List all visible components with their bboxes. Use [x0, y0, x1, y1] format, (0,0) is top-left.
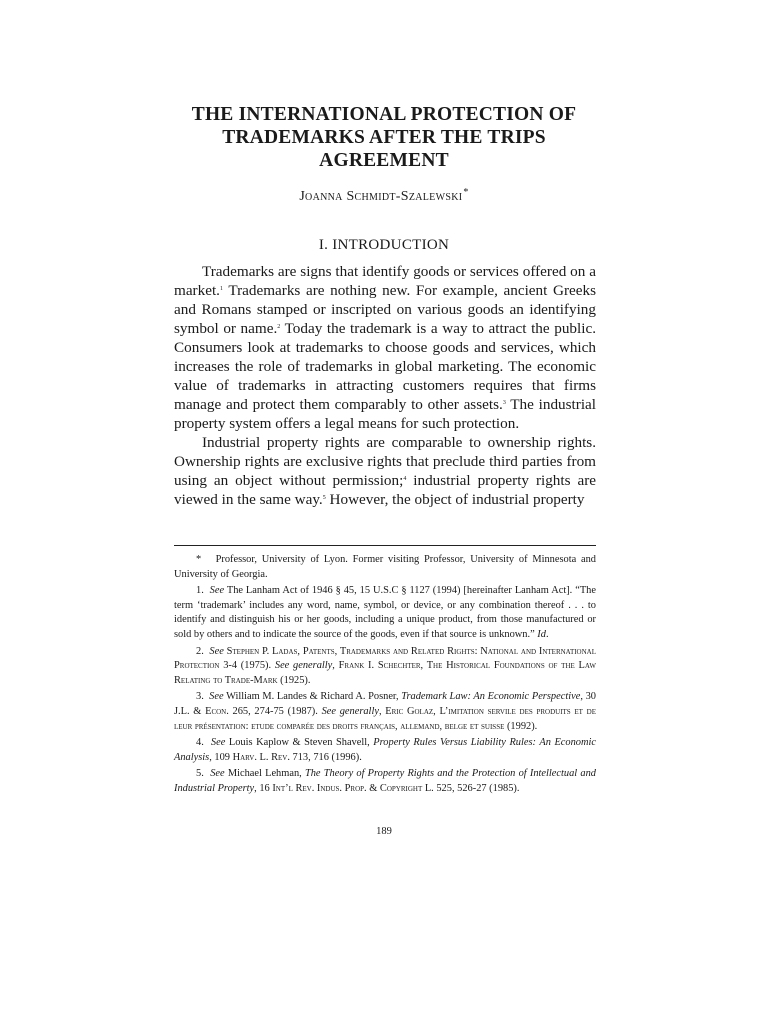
- footnote-ref: 1: [219, 286, 223, 292]
- page-number: 189: [376, 826, 392, 837]
- footnote-ref: 5: [322, 495, 326, 501]
- author-footnote-mark: *: [463, 187, 469, 198]
- footnote-3: 3. See William M. Landes & Richard A. Posner, Trademark Law: An Economic Perspective, 30 J.L. & Econ. 265, 274-75 (1987). See generally, Eric Golaz, L’imitation servile des produits et de leur présentation: etude comparée des droits français, allemand, belge et suisse (1992).: [174, 691, 596, 732]
- footnote-divider: [174, 545, 596, 546]
- article-title: [150, 103, 618, 172]
- title-line: TRADEMARKS AFTER THE TRIPS: [222, 127, 546, 148]
- author-byline: [0, 187, 768, 205]
- footnote-star: * Professor, University of Lyon. Former visiting Professor, University of Minnesota and University of Georgia.: [174, 554, 596, 580]
- footnote-5: 5. See Michael Lehman, The Theory of Property Rights and the Protection of Intellectual and Industrial Property, 16 Int’l Rev. Indus. Prop. & Copyright L. 525, 526-27 (1985).: [174, 768, 596, 794]
- body-text: [174, 262, 596, 509]
- title-line: AGREEMENT: [319, 150, 449, 171]
- footnote-2: 2. See Stephen P. Ladas, Patents, Trademarks and Related Rights: National and International Protection 3-4 (1975). See generally, Frank I. Schechter, The Historical Foundations of the Law Relating to Trade-Mark (1925).: [174, 645, 596, 686]
- footnote-1: 1. See The Lanham Act of 1946 § 45, 15 U.S.C § 1127 (1994) [hereinafter Lanham Act]. “The term ‘trademark’ includes any word, name, symbol, or device, or any combination thereof . . . to identify and distinguish his or her goods, including a unique product, from those manufactured or sold by others and to indicate the source of the goods, even if that source is unknown.” Id.: [174, 585, 596, 640]
- paragraph: Industrial property rights are comparable to ownership rights. Ownership rights are exclusive rights that preclude third parties from using an object without permission;$^4$ industrial property rights are viewed in the same way.$^5$ However, the object of industrial property: [174, 434, 596, 508]
- footnote-4: 4. See Louis Kaplow & Steven Shavell, Property Rules Versus Liability Rules: An Economic Analysis, 109 Harv. L. Rev. 713, 716 (1996).: [174, 737, 597, 763]
- footnotes: [174, 553, 596, 799]
- footnote-ref: 4: [403, 476, 407, 482]
- footnote-ref: 3: [502, 400, 506, 406]
- author-name: Joanna Schmidt-Szalewski: [299, 189, 463, 204]
- footnote-ref: 2: [277, 324, 281, 330]
- paragraph: Trademarks are signs that identify goods or services offered on a market.$^1$ Trademarks are nothing new. For example, ancient Greeks and Romans stamped or inscripted on various goods an identifying symbol or name.$^2$ Today the trademark is a way to attract the public. Consumers look at trademarks to choose goods and services, which increases the role of trademarks in global marketing. The economic value of trademarks in attracting customers requires that firms manage and protect them comparably to other assets.$^3$ The industrial property system offers a legal means for such protection.: [174, 263, 596, 432]
- section-heading: I. INTRODUCTION: [318, 237, 450, 253]
- title-line: THE INTERNATIONAL PROTECTION OF: [191, 104, 577, 125]
